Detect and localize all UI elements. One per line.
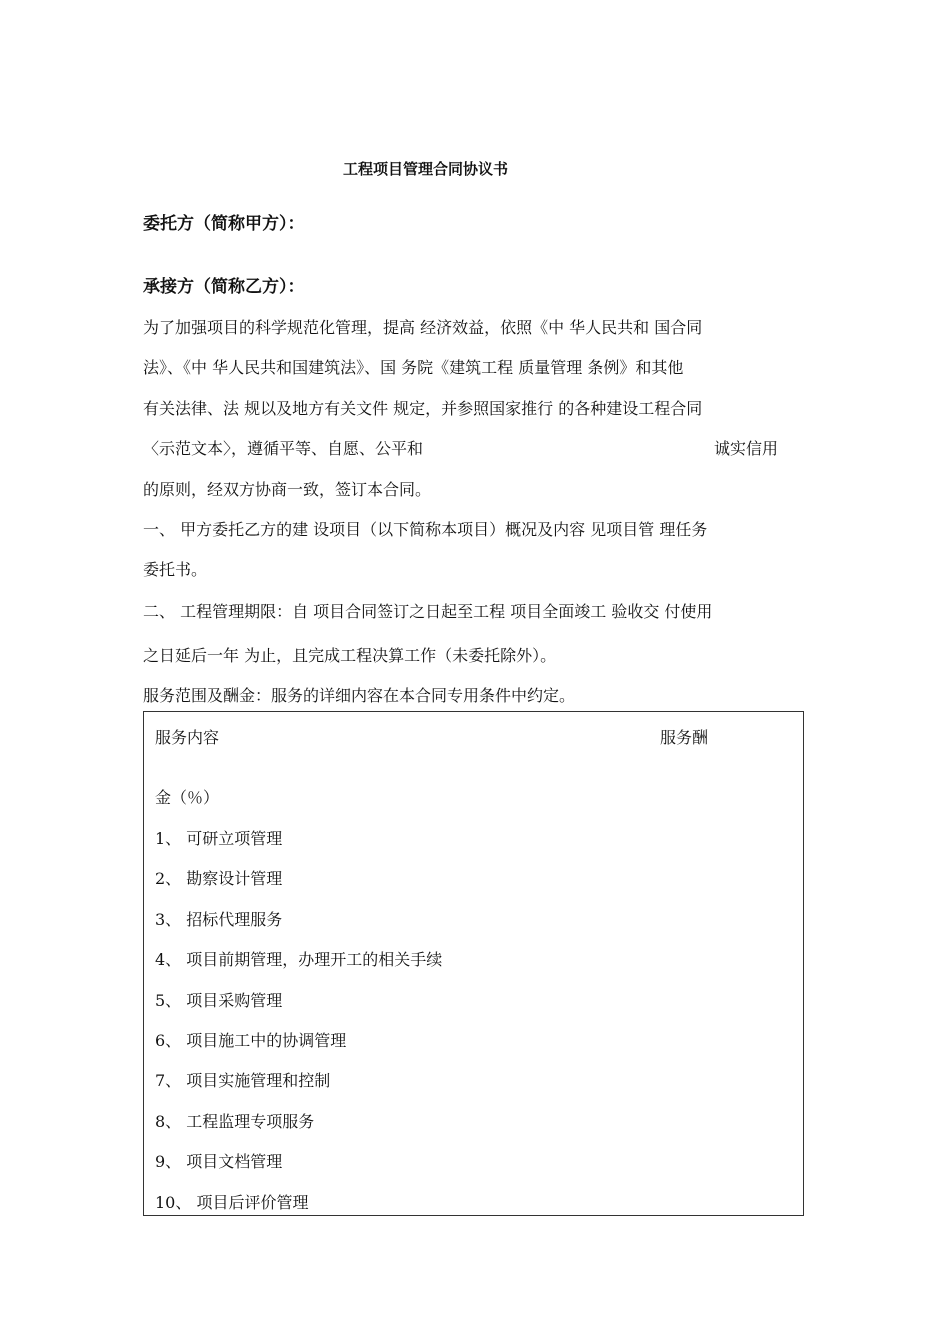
service-item: 6、 项目施工中的协调管理	[155, 1031, 347, 1050]
table-header-content: 服务内容	[155, 728, 220, 747]
service-item: 7、 项目实施管理和控制	[155, 1071, 331, 1090]
service-item: 10、 项目后评价管理	[155, 1193, 309, 1212]
service-item: 9、 项目文档管理	[155, 1152, 283, 1171]
service-item: 2、 勘察设计管理	[155, 869, 283, 888]
preamble-line-2: 法》、《中 华人民共和国建筑法》、国 务院《建筑工程 质量管理 条例》和其他	[143, 358, 684, 377]
party-b-label: 承接方（简称乙方）：	[143, 277, 305, 297]
preamble-line-3: 有关法律、法 规以及地方有关文件 规定，并参照国家推行 的各种建设工程合同	[143, 399, 703, 418]
service-item: 5、 项目采购管理	[155, 991, 283, 1010]
preamble-line-5: 的原则，经双方协商一致，签订本合同。	[143, 480, 432, 499]
table-header-fee: 服务酬	[660, 728, 709, 747]
preamble-line-4-right: 诚实信用	[714, 439, 779, 458]
clause-1-line-1: 一、 甲方委托乙方的建 设项目（以下简称本项目）概况及内容 见项目管 理任务	[143, 520, 708, 539]
clause-2-line-1: 二、 工程管理期限：自 项目合同签订之日起至工程 项目全面竣工 验收交 付使用	[143, 602, 713, 621]
preamble-line-4-left: 〈示范文本〉，遵循平等、自愿、公平和	[143, 439, 424, 458]
service-item: 1、 可研立项管理	[155, 829, 283, 848]
preamble-line-1: 为了加强项目的科学规范化管理，提高 经济效益，依照《中 华人民共和 国合同	[143, 318, 703, 337]
document-title: 工程项目管理合同协议书	[343, 160, 509, 178]
party-a-label: 委托方（简称甲方）：	[143, 214, 305, 234]
service-item: 8、 工程监理专项服务	[155, 1112, 315, 1131]
table-header-fee-continued: 金（％）	[155, 788, 220, 807]
service-item: 3、 招标代理服务	[155, 910, 283, 929]
clause-2-line-2: 之日延后一年 为止，且完成工程决算工作（未委托除外）。	[143, 646, 557, 665]
service-item: 4、 项目前期管理，办理开工的相关手续	[155, 950, 443, 969]
service-scope-intro: 服务范围及酬金：服务的详细内容在本合同专用条件中约定。	[143, 686, 576, 705]
clause-1-line-2: 委托书。	[143, 560, 208, 579]
